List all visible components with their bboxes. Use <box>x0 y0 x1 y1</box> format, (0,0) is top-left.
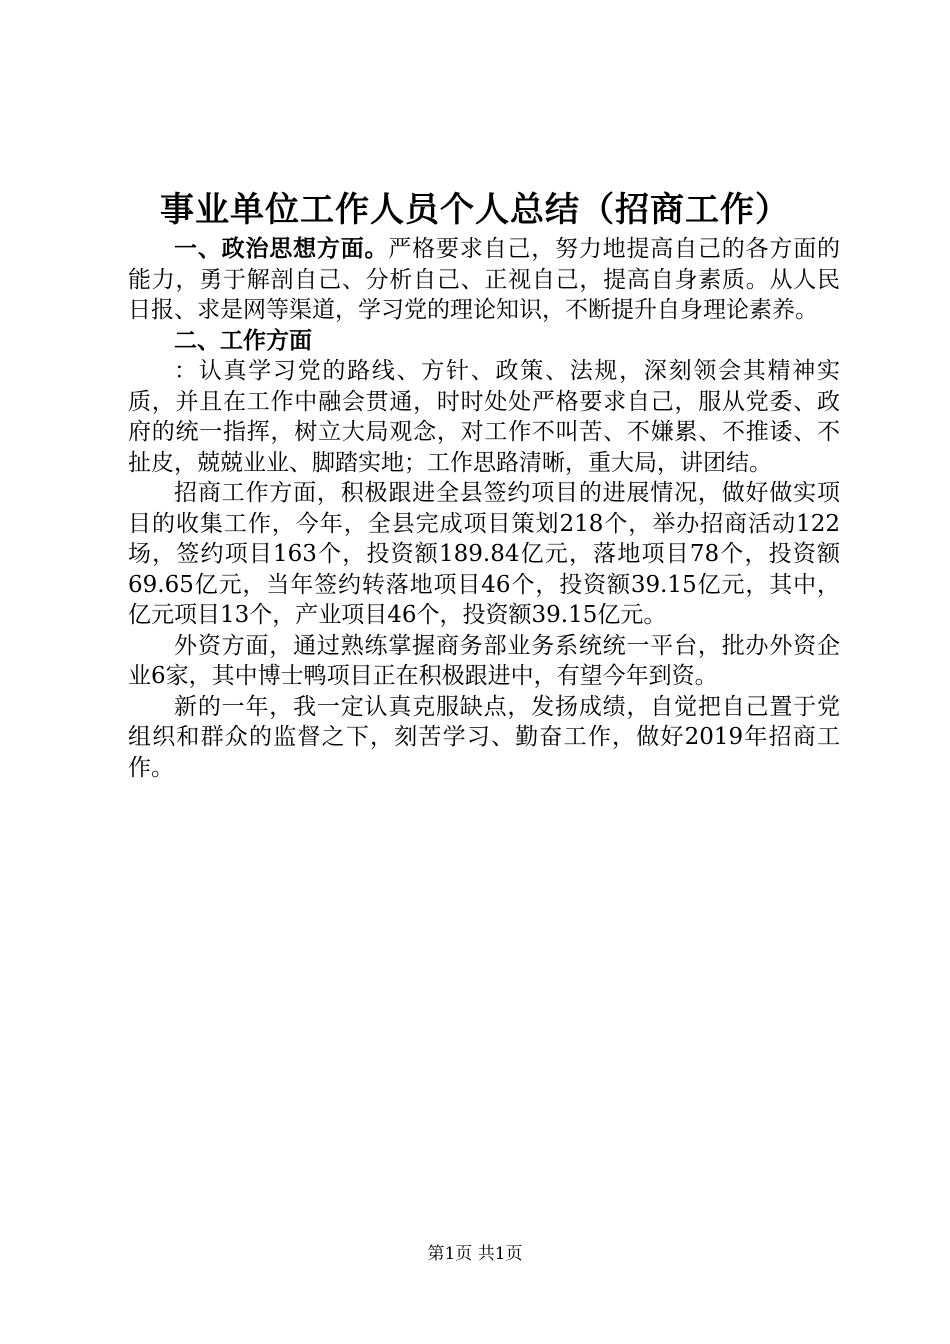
work-heading: 二、工作方面 <box>174 326 312 354</box>
foreign-investment-paragraph: 外资方面，通过熟练掌握商务部业务系统统一平台，批办外资企业6家，其中博士鸭项目正在积极跟进中，有望今年到资。 <box>128 632 840 689</box>
document-body <box>128 234 840 783</box>
politics-paragraph <box>128 234 840 326</box>
page-footer: 第1页 共1页 <box>427 1244 523 1264</box>
document-title: 事业单位工作人员个人总结（招商工作） <box>160 190 790 230</box>
closing-paragraph: 新的一年，我一定认真克服缺点，发扬成绩，自觉把自己置于党组织和群众的监督之下，刻苦学习、勤奋工作，做好2019年招商工作。 <box>128 693 840 781</box>
politics-heading: 一、政治思想方面。 <box>174 235 389 262</box>
investment-paragraph: 招商工作方面，积极跟进全县签约项目的进展情况，做好做实项目的收集工作，今年，全县完成项目策划218个，举办招商活动122场，签约项目163个，投资额189.84亿元，落地项目78个，投资额69.65亿元，当年签约转落地项目46个，投资额39.15亿元，其中，亿元项目13个，产业项目46个，投资额39.15亿元。 <box>128 480 840 628</box>
work-paragraph: ：认真学习党的路线、方针、政策、法规，深刻领会其精神实质，并且在工作中融会贯通，时时处处严格要求自己，服从党委、政府的统一指挥，树立大局观念，对工作不叫苦、不嫌累、不推诿、不扯皮，兢兢业业、脚踏实地；工作思路清晰，重大局，讲团结。 <box>128 358 840 476</box>
politics-text: 严格要求自己，努力地提高自己的各方面的能力，勇于解剖自己、分析自己、正视自己，提高自身素质。从人民日报、求是网等渠道，学习党的理论知识，不断提升自身理论素养。 <box>128 236 841 323</box>
